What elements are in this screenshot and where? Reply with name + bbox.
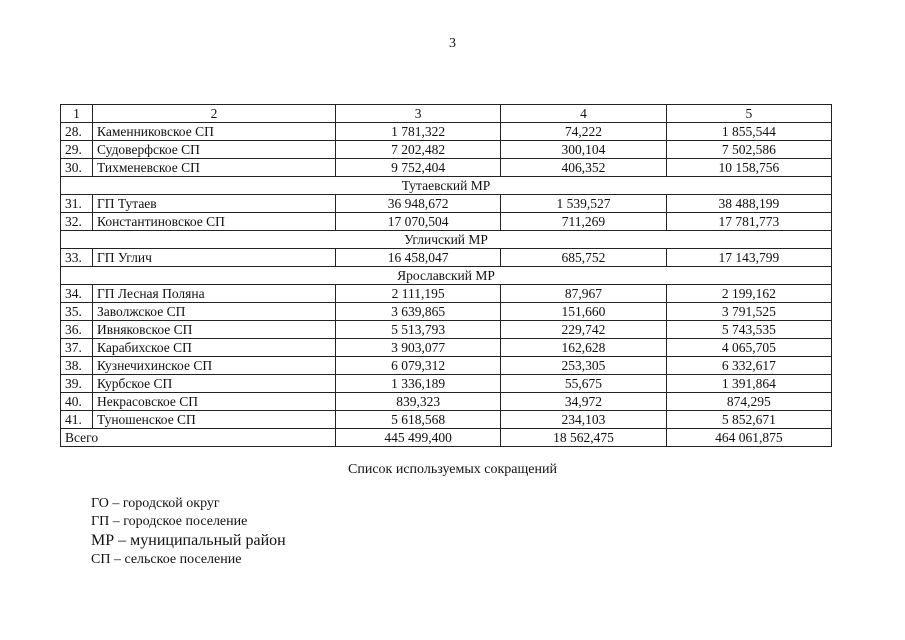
table-row (61, 213, 832, 231)
col3-value: 1 781,322 (336, 123, 501, 141)
page-number: 3 (449, 36, 456, 51)
settlement-name: ГП Лесная Поляна (93, 285, 336, 303)
total-label: Всего (61, 429, 336, 447)
col4-value: 229,742 (501, 321, 666, 339)
table-row (61, 303, 832, 321)
col5-value: 2 199,162 (666, 285, 831, 303)
col3-value: 17 070,504 (336, 213, 501, 231)
section-label: Угличский МР (61, 231, 832, 249)
col3-value: 5 513,793 (336, 321, 501, 339)
settlement-name: Судоверфское СП (93, 141, 336, 159)
col4-value: 162,628 (501, 339, 666, 357)
row-number: 37. (61, 339, 93, 357)
col4-value: 55,675 (501, 375, 666, 393)
settlement-name: Курбское СП (93, 375, 336, 393)
table-header-row (61, 105, 832, 123)
col4-value: 74,222 (501, 123, 666, 141)
abbreviation-item: ГП – городское поселение (91, 514, 248, 529)
col5-value: 1 391,864 (666, 375, 831, 393)
col5-value: 17 781,773 (666, 213, 831, 231)
header-cell: 4 (501, 105, 666, 123)
col4-value: 300,104 (501, 141, 666, 159)
col4-value: 1 539,527 (501, 195, 666, 213)
total-c4-value: 18 562,475 (501, 429, 666, 447)
col5-value: 7 502,586 (666, 141, 831, 159)
section-label: Ярославский МР (61, 267, 832, 285)
col3-value: 1 336,189 (336, 375, 501, 393)
col5-value: 874,295 (666, 393, 831, 411)
header-cell: 2 (93, 105, 336, 123)
col5-value: 1 855,544 (666, 123, 831, 141)
abbreviation-item: ГО – городской округ (91, 496, 220, 511)
col4-value: 685,752 (501, 249, 666, 267)
col3-value: 16 458,047 (336, 249, 501, 267)
table-section-row (61, 231, 832, 249)
row-number: 32. (61, 213, 93, 231)
abbreviation-item: МР – муниципальный район (91, 532, 286, 549)
row-number: 35. (61, 303, 93, 321)
total-c5-value: 464 061,875 (666, 429, 831, 447)
row-number: 39. (61, 375, 93, 393)
row-number: 36. (61, 321, 93, 339)
col4-value: 151,660 (501, 303, 666, 321)
col4-value: 406,352 (501, 159, 666, 177)
row-number: 40. (61, 393, 93, 411)
row-number: 29. (61, 141, 93, 159)
col5-value: 10 158,756 (666, 159, 831, 177)
header-cell: 1 (61, 105, 93, 123)
col4-value: 711,269 (501, 213, 666, 231)
col4-value: 87,967 (501, 285, 666, 303)
col3-value: 3 639,865 (336, 303, 501, 321)
table-section-row (61, 267, 832, 285)
col5-value: 4 065,705 (666, 339, 831, 357)
col5-value: 17 143,799 (666, 249, 831, 267)
settlement-name: Кузнечихинское СП (93, 357, 336, 375)
table-row (61, 141, 832, 159)
table-row (61, 123, 832, 141)
settlement-name: Тихменевское СП (93, 159, 336, 177)
settlement-name: Заволжское СП (93, 303, 336, 321)
table-row (61, 195, 832, 213)
col3-value: 2 111,195 (336, 285, 501, 303)
col3-value: 6 079,312 (336, 357, 501, 375)
col5-value: 6 332,617 (666, 357, 831, 375)
table-total-row (61, 429, 832, 447)
settlement-name: Некрасовское СП (93, 393, 336, 411)
table-row (61, 375, 832, 393)
row-number: 28. (61, 123, 93, 141)
abbreviations-list (91, 495, 286, 569)
col3-value: 3 903,077 (336, 339, 501, 357)
settlement-name: ГП Тутаев (93, 195, 336, 213)
abbreviation-item: СП – сельское поселение (91, 552, 242, 567)
col3-value: 5 618,568 (336, 411, 501, 429)
col5-value: 38 488,199 (666, 195, 831, 213)
table-row (61, 411, 832, 429)
section-label: Тутаевский МР (61, 177, 832, 195)
settlement-name: ГП Углич (93, 249, 336, 267)
abbreviations-title: Список используемых сокращений (348, 462, 557, 477)
header-cell: 5 (666, 105, 831, 123)
settlement-name: Карабихское СП (93, 339, 336, 357)
col4-value: 253,305 (501, 357, 666, 375)
col5-value: 3 791,525 (666, 303, 831, 321)
settlement-name: Туношенское СП (93, 411, 336, 429)
settlement-name: Константиновское СП (93, 213, 336, 231)
budget-table (60, 104, 832, 447)
row-number: 33. (61, 249, 93, 267)
col3-value: 7 202,482 (336, 141, 501, 159)
table-row (61, 159, 832, 177)
col4-value: 34,972 (501, 393, 666, 411)
row-number: 38. (61, 357, 93, 375)
col5-value: 5 852,671 (666, 411, 831, 429)
row-number: 31. (61, 195, 93, 213)
row-number: 34. (61, 285, 93, 303)
settlement-name: Ивняковское СП (93, 321, 336, 339)
table-row (61, 339, 832, 357)
table-row (61, 321, 832, 339)
table-row (61, 285, 832, 303)
row-number: 30. (61, 159, 93, 177)
table-section-row (61, 177, 832, 195)
col4-value: 234,103 (501, 411, 666, 429)
settlement-name: Каменниковское СП (93, 123, 336, 141)
header-cell: 3 (336, 105, 501, 123)
col3-value: 839,323 (336, 393, 501, 411)
row-number: 41. (61, 411, 93, 429)
col3-value: 36 948,672 (336, 195, 501, 213)
table-row (61, 249, 832, 267)
total-c3-value: 445 499,400 (336, 429, 501, 447)
table-row (61, 357, 832, 375)
col3-value: 9 752,404 (336, 159, 501, 177)
table-row (61, 393, 832, 411)
col5-value: 5 743,535 (666, 321, 831, 339)
